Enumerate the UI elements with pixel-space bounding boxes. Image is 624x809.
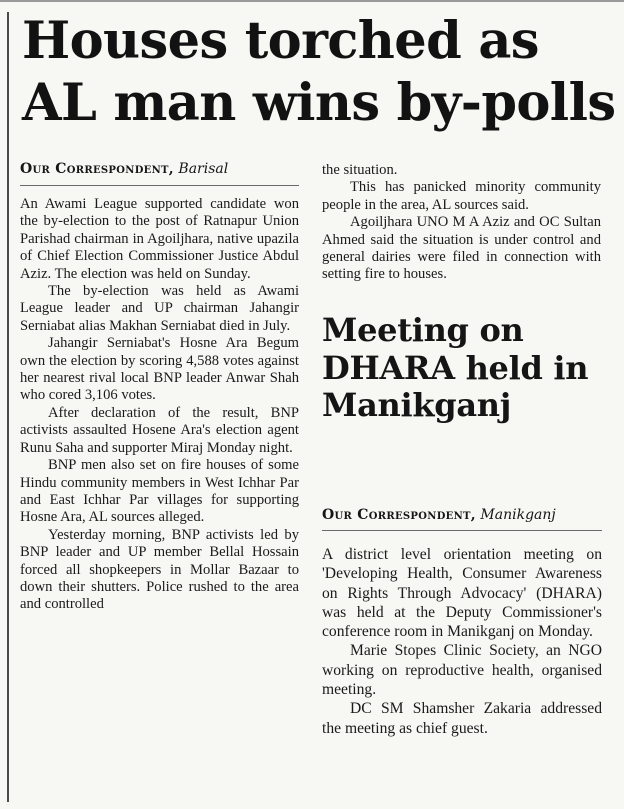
article-headline: Houses torched as AL man wins by-polls <box>22 11 616 133</box>
paragraph: BNP men also set on fire houses of some Hindu community members in West Ichhar Par and East Ichhar Par villages for supporting Hosne Ara, AL sources alleged. <box>20 457 299 526</box>
byline-place: Manikganj <box>480 507 556 523</box>
byline-label: Our Correspondent, <box>322 507 476 523</box>
second-article-body <box>322 545 602 738</box>
article-body-right-column <box>322 162 601 284</box>
paragraph: the situation. <box>322 162 398 178</box>
paragraph: Agoiljhara UNO M A Aziz and OC Sultan Ahmed said the situation is under control and general dairies were filed in connection with setting fire to houses. <box>322 214 601 283</box>
byline-label: Our Correspondent, <box>20 161 174 177</box>
left-column-rule <box>7 12 9 802</box>
paragraph: DC SM Shamsher Zakaria addressed the meeting as chief guest. <box>322 700 602 737</box>
paragraph: After declaration of the result, BNP activists assaulted Hosene Ara's election agent Runu Saha and supporter Miraj Monday night. <box>20 404 299 456</box>
paragraph: This has panicked minority community people in the area, AL sources said. <box>322 179 601 213</box>
paragraph: Yesterday morning, BNP activists led by BNP leader and UP member Bellal Hossain forced all shopkeepers in Mollar Bazaar to down their shutters. Police rushed to the area and controlled <box>20 526 299 613</box>
byline-place: Barisal <box>178 161 229 177</box>
paragraph: The by-election was held as Awami League leader and UP chairman Jahangir Serniabat alias Makhan Serniabat died in July. <box>20 283 299 334</box>
paragraph: Jahangir Serniabat's Hosne Ara Begum own the election by scoring 4,588 votes against her nearest rival local BNP leader Anwar Shah who cored 3,106 votes. <box>20 335 299 404</box>
second-article-headline: Meeting on DHARA held in Manikganj <box>322 311 589 424</box>
byline-rule <box>20 185 299 186</box>
paragraph: Marie Stopes Clinic Society, an NGO working on reproductive health, organised meeting. <box>322 642 602 699</box>
byline-rule <box>322 530 602 531</box>
article-body-left-column <box>20 196 299 614</box>
second-article-byline <box>322 506 556 524</box>
top-border-line <box>0 0 624 2</box>
paragraph: An Awami League supported candidate won the by-election to the post of Ratnapur Union Parishad chairman in Agoiljhara, native upazila of Chief Election Commissioner Justice Abdul Aziz. The election was held on Sunday. <box>20 196 299 282</box>
article-byline <box>20 160 228 178</box>
paragraph: A district level orientation meeting on 'Developing Health, Consumer Awareness on Rights Through Advocacy' (DHARA) was held at the Deputy Commissioner's conference room in Manikganj on Monday. <box>322 546 602 641</box>
